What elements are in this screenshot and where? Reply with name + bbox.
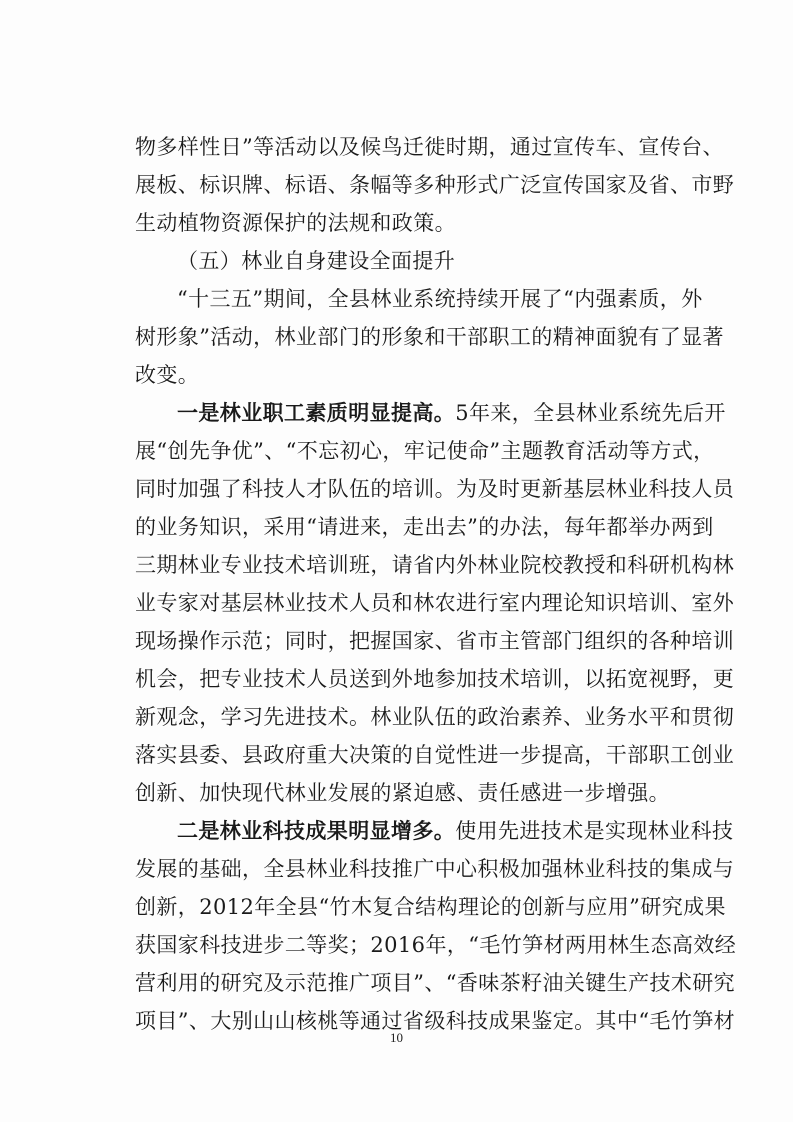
paragraph-line (135, 394, 726, 432)
text-line: 改变。 (135, 363, 200, 387)
text-line: 发展的基础，全县林业科技推广中心积极加强林业科技的集成与 (135, 857, 735, 881)
text-line: 生动植物资源保护的法规和政策。 (135, 211, 456, 235)
paragraph-lead-rest: 使用先进技术是实现林业科技 (455, 819, 734, 843)
text-line: 展板、标识牌、标语、条幅等多种形式广泛宣传国家及省、市野 (135, 173, 735, 197)
text-line: 机会，把专业技术人员送到外地参加技术培训，以拓宽视野，更 (135, 667, 735, 691)
paragraph-lead-bold: 一是林业职工素质明显提高。 (177, 400, 456, 425)
text-line: 新观念，学习先进技术。林业队伍的政治素养、业务水平和贯彻 (135, 705, 735, 729)
text-line: 同时加强了科技人才队伍的培训。为及时更新基层林业科技人员 (135, 477, 735, 501)
paragraph-lead-bold: 二是林业科技成果明显增多。 (177, 818, 456, 843)
paragraph-lead-rest: 5年来，全县林业系统先后开 (455, 401, 726, 425)
text-line: 营利用的研究及示范推广项目”、“香味茶籽油关键生产技术研究 (135, 971, 736, 995)
text-line: 获国家科技进步二等奖；2016年，“毛竹笋材两用林生态高效经 (135, 933, 737, 957)
text-line: 项目”、大别山山核桃等通过省级科技成果鉴定。其中“毛竹笋材 (135, 1009, 736, 1033)
text-line: 三期林业专业技术培训班，请省内外林业院校教授和科研机构林 (135, 553, 735, 577)
text-line: “十三五”期间，全县林业系统持续开展了“内强素质，外 (177, 287, 703, 311)
body-text (135, 128, 737, 1040)
text-line: 现场操作示范；同时，把握国家、省市主管部门组织的各种培训 (135, 629, 735, 653)
text-line: 展“创先争优”、“不忘初心，牢记使命”主题教育活动等方式， (135, 439, 715, 463)
text-line: 落实县委、县政府重大决策的自觉性进一步提高，干部职工创业 (135, 743, 735, 767)
section-heading: （五）林业自身建设全面提升 (177, 249, 456, 273)
text-line: 物多样性日”等活动以及候鸟迁徙时期，通过宣传车、宣传台、 (135, 135, 724, 159)
text-line: 创新、加快现代林业发展的紧迫感、责任感进一步增强。 (135, 781, 670, 805)
text-line: 业专家对基层林业技术人员和林农进行室内理论知识培训、室外 (135, 591, 735, 615)
paragraph-line (135, 812, 734, 850)
text-line: 树形象”活动，林业部门的形象和干部职工的精神面貌有了显著 (135, 325, 724, 349)
page-number: 10 (390, 1030, 403, 1045)
text-line: 的业务知识，采用“请进来，走出去”的办法，每年都举办两到 (135, 515, 714, 539)
text-line: 创新，2012年全县“竹木复合结构理论的创新与应用”研究成果 (135, 895, 726, 919)
